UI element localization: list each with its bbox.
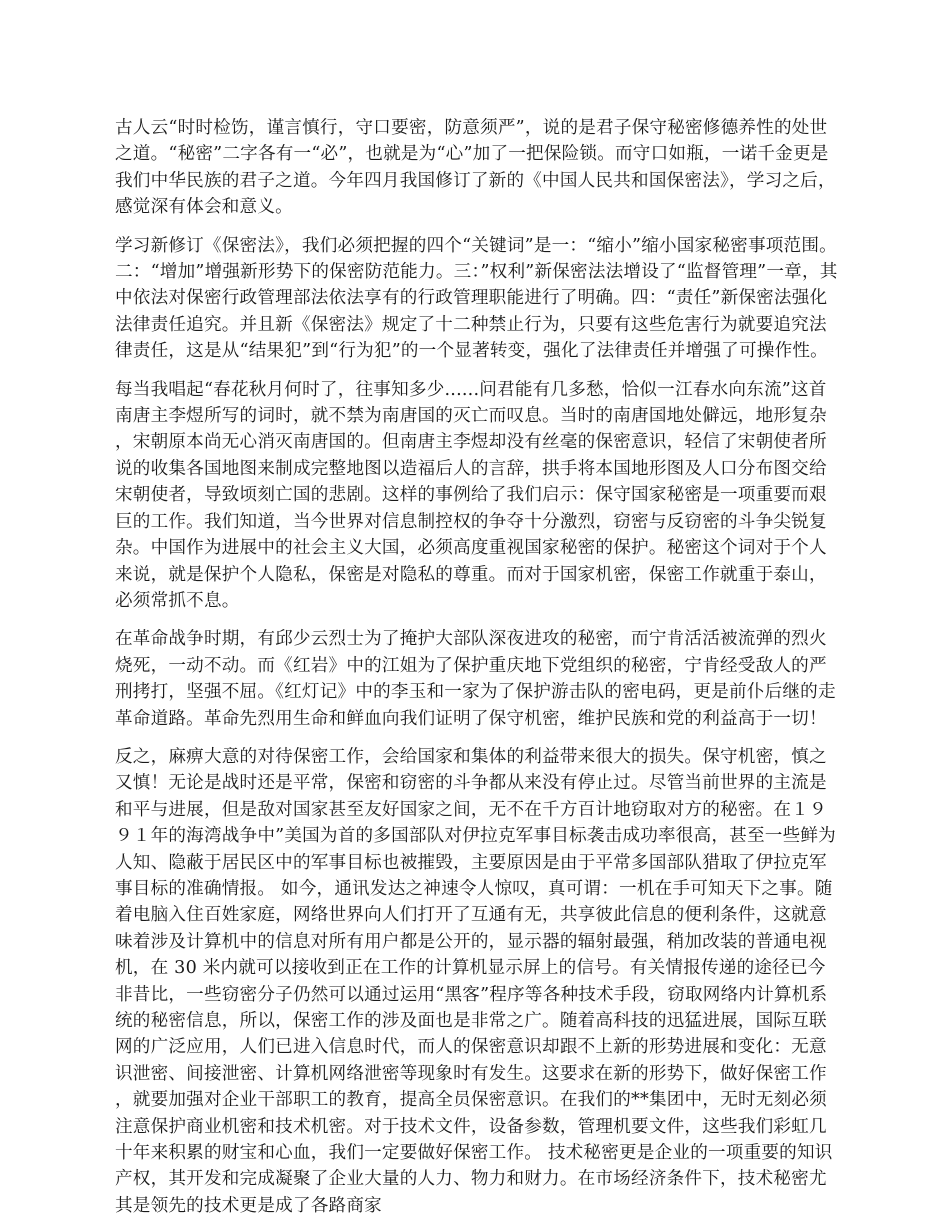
paragraph-intro: 古人云“时时检饬，谨言慎行，守口要密，防意须严”，说的是君子保守秘密修德养性的处世之道。“秘密”二字各有一“必”，也就是为“心”加了一把保险锁。而守口如瓶，一诺千金更是我们中华民族的君子之道。今年四月我国修订了新的《中国人民共和国保密法》，学习之后，感觉深有体会和意义。: [115, 118, 836, 218]
document-page: [115, 115, 840, 1231]
paragraph-keywords: 学习新修订《保密法》，我们必须把握的四个“关键词”是一：“缩小”缩小国家秘密事项范围。二：“增加”增强新形势下的保密防范能力。三：”权利”新保密法法增设了“监督管理”一章，其中依法对保密行政管理部法依法享有的行政管理职能进行了明确。四：“责任”新保密法强化法律责任追究。并且新《保密法》规定了十二种禁止行为，只要有这些危害行为就要追究法律责任，这是从“结果犯”到“行为犯”的一个显著转变，强化了法律责任并增强了可操作性。: [115, 235, 838, 362]
paragraph-southern-tang: 每当我唱起“春花秋月何时了，往事知多少......问君能有几多愁，恰似一江春水向东流”这首南唐主李煜所写的词时，就不禁为南唐国的灭亡而叹息。当时的南唐国地处僻远，地形复杂，宋朝原本尚无心消灭南唐国的。但南唐主李煜却没有丝毫的保密意识，轻信了宋朝使者所说的收集各国地图来制成完整地图以造福后人的言辞，拱手将本国地形图及人口分布图交给宋朝使者，导致顷刻亡国的悲剧。这样的事例给了我们启示：保守国家秘密是一项重要而艰巨的工作。我们知道，当今世界对信息制控权的争夺十分激烈，窃密与反窃密的斗争尖锐复杂。中国作为进展中的社会主义大国，必须高度重视国家秘密的保护。秘密这个词对于个人来说，就是保护个人隐私，保密是对隐私的尊重。而对于国家机密，保密工作就重于泰山，必须常抓不息。: [115, 379, 827, 611]
paragraph-carelessness: 反之，麻痹大意的对待保密工作，会给国家和集体的利益带来很大的损失。保守机密，慎之又慎！无论是战时还是平常，保密和窃密的斗争都从来没有停止过。尽管当前世界的主流是和平与进展，但是敌对国家甚至友好国家之间，无不在千方百计地窃取对方的秘密。在１９９１年的海湾战争中”美国为首的多国部队对伊拉克军事目标袭击成功率很高，甚至一些鲜为人知、隐蔽于居民区中的军事目标也被摧毁，主要原因是由于平常多国部队猎取了伊拉克军事目标的准确情报。 如今，通讯发达之神速令人惊叹，真可谓：一机在手可知天下之事。随着电脑入住百姓家庭，网络世界向人们打开了互通有无，共享彼此信息的便利条件，这就意味着涉及计算机中的信息对所有用户都是公开的，显示器的辐射最强，稍加改装的普通电视机，在 30 米内就可以接收到正在工作的计算机显示屏上的信号。有关情报传递的途径已今非昔比，一些窃密分子仍然可以通过运用“黑客”程序等各种技术手段，窃取网络内计算机系统的秘密信息，所以，保密工作的涉及面也是非常之广。随着高科技的迅猛进展，国际互联网的广泛应用，人们已进入信息时代，而人的保密意识却跟不上新的形势进展和变化：无意识泄密、间接泄密、计算机网络泄密等现象时有发生。这要求在新的形势下，做好保密工作，就要加强对企业干部职工的教育，提高全员保密意识。在我们的**集团中，无时无刻必须注意保护商业机密和技术机密。对于技术文件，设备参数，管理机要文件，这些我们彩虹几十年来积累的财宝和心血，我们一定要做好保密工作。 技术秘密更是企业的一项重要的知识产权，其开发和完成凝聚了企业大量的人力、物力和财力。在市场经济条件下，技术秘密尤其是领先的技术更是成了各路商家: [115, 746, 836, 1216]
paragraph-revolution: 在革命战争时期，有邱少云烈士为了掩护大部队深夜进攻的秘密，而宁肯活活被流弹的烈火烧死，一动不动。而《红岩》中的江姐为了保护重庆地下党组织的秘密，宁肯经受敌人的严刑拷打，坚强不屈。《红灯记》中的李玉和一家为了保护游击队的密电码，更是前仆后继的走革命道路。革命先烈用生命和鲜血向我们证明了保守机密，维护民族和党的利益高于一切！: [115, 629, 836, 729]
